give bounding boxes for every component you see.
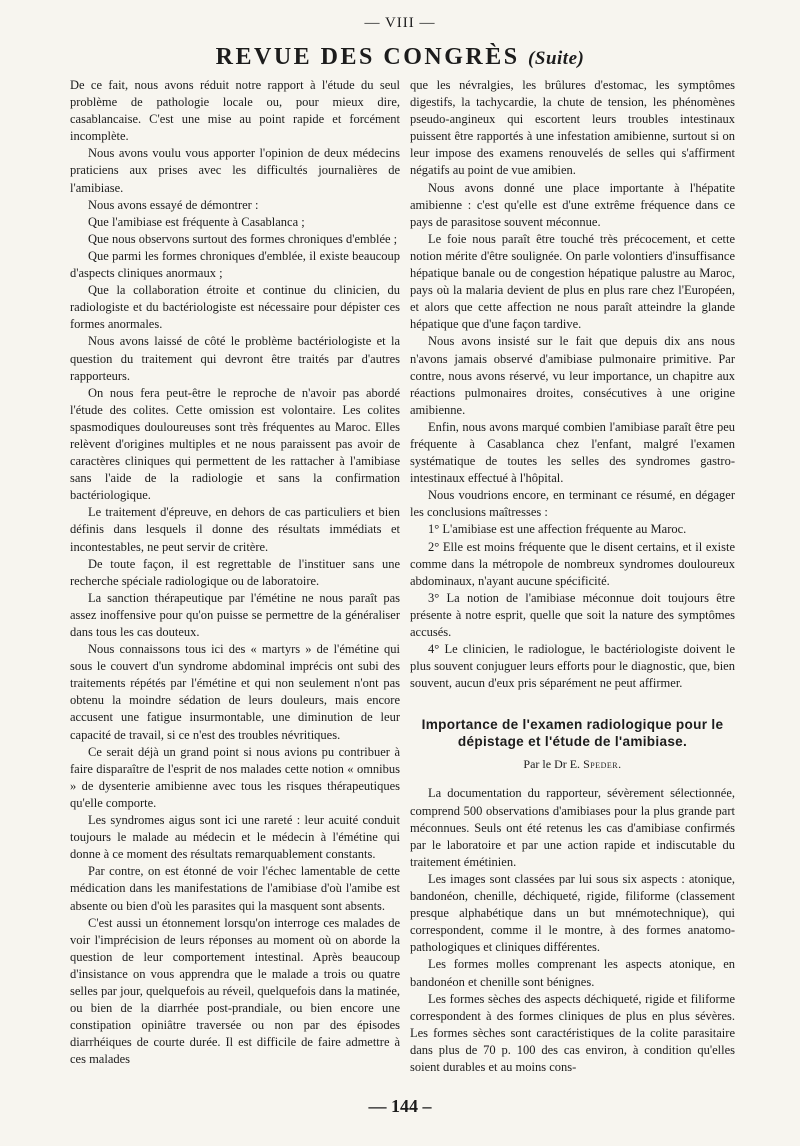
paragraph: Enfin, nous avons marqué combien l'amibiase paraît être peu fréquente à Casablanca chez l'enfant, malgré l'examen systématique de toutes les selles des syndromes gastro-intestinaux effectué à l'hôpital. [410, 419, 735, 486]
paragraph: Nous voudrions encore, en terminant ce résumé, en dégager les conclusions maîtresses : [410, 488, 735, 520]
conclusion-item: 2° Elle est moins fréquente que le disent certains, et il existe comme dans la métropole de nombreux syndromes douloureux abdominaux, n'ayant aucune spécificité. [410, 539, 735, 588]
conclusion-item: 1° L'amibiase est une affection fréquente au Maroc. [428, 522, 687, 537]
paragraph: La sanction thérapeutique par l'émétine ne nous paraît pas assez inoffensive pour qu'on puisse se permettre de la généraliser dans tous les cas douteux. [70, 590, 400, 639]
paragraph: Les images sont classées par lui sous six aspects : atonique, bandonéon, chenille, déchiqueté, rigide, filiforme (classement presque alphabétique dans un but mnémotechnique), qui correspondent, comme il le montre, à des formes anatomo-pathologiques et cliniques différentes. [410, 871, 735, 955]
article-title: Importance de l'examen radiologique pour le dépistage et l'étude de l'amibiase. [421, 717, 724, 750]
article-byline [410, 756, 735, 773]
byline-prefix: Par le Dr E. [523, 757, 581, 772]
paragraph: Nous avons voulu vous apporter l'opinion de deux médecins praticiens aux prises avec les difficultés journalières de l'amibiase. [70, 146, 400, 195]
paragraph: Que parmi les formes chroniques d'emblée, il existe beaucoup d'aspects cliniques anormaux ; [70, 248, 400, 281]
paragraph: C'est aussi un étonnement lorsqu'on interroge ces malades de voir l'imprécision de leurs réponses au moment où on aborde la question de leur comportement intestinal. Après beaucoup d'insistance on vous apprendra que le malade a trois ou quatre selles par jour, quelquefois au réveil, quelquefois dans la matinée, ou bien de la diarrhée post-prandiale, ou bien encore une constipation opiniâtre traversée ou non par des épisodes diarrhéiques de courte durée. Il est difficile de faire admettre à ces malades [70, 915, 400, 1067]
paragraph: Ce serait déjà un grand point si nous avions pu contribuer à faire disparaître de l'esprit de nos malades cette notion « omnibus » de dysenterie amibienne avec tous les risques thérapeutiques qu'elle comporte. [70, 744, 400, 810]
byline-author: Speder. [583, 757, 622, 772]
paragraph: De ce fait, nous avons réduit notre rapport à l'étude du seul problème de pathologie locale ou, pour mieux dire, casablancaise. C'est une mise au point rapide et forcément incomplète. [70, 78, 400, 144]
paragraph: On nous fera peut-être le reproche de n'avoir pas abordé l'étude des colites. Cette omission est volontaire. Les colites spasmodiques douloureuses sont très fréquentes au Maroc. Elles relèvent d'origines multiples et ne nous paraissent pas avoir de caractères cliniques qui permettent de les rattacher à l'amibiase sans l'aide de la radiologie et sans la confirmation bactériologique. [70, 385, 400, 503]
paragraph: Le foie nous paraît être touché très précocement, et cette notion mérite d'être soulignée. On parle volontiers d'insuffisance hépatique banale ou de congestion hépatique palustre au Maroc, pays où la malaria devient de plus en plus rare chez l'Européen, et alors que cette affection ne nous paraît atteindre la glande hépatique que d'une façon tardive. [410, 231, 735, 332]
paragraph: Les formes sèches des aspects déchiqueté, rigide et filiforme correspondent à des formes cliniques de plus en plus sévères. Les formes sèches sont caractéristiques de la colite parasitaire dans plus de 70 p. 100 des cas environ, à condition qu'elles soient durables et au moins cons- [410, 991, 735, 1074]
paragraph: Les formes molles comprenant les aspects atonique, en bandonéon et chenille sont bénignes. [410, 957, 735, 989]
conclusion-item: 3° La notion de l'amibiase méconnue doit toujours être présente à notre esprit, quelle que soit la nature des symptômes accusés. [410, 590, 735, 639]
page-number: — 144 – [368, 1096, 432, 1116]
paragraph: Nous avons insisté sur le fait que depuis dix ans nous n'avons jamais observé d'amibiase pulmonaire primitive. Par contre, nous avons réservé, vu leur importance, un chapitre aux réactions pulmonaires droites, consécutives à une origine amibienne. [410, 334, 735, 417]
roman-page-number: — VIII — [364, 15, 436, 31]
paragraph: Nous connaissons tous ici des « martyrs » de l'émétine qui sous le couvert d'un syndrome abdominal imprécis ont subi des traitements répétés par l'émétine et qui non seulement n'ont pas obtenu la moindre sédation de leurs douleurs, mais encore accusent une fatigue insurmontable, une diminution de leur capacité de travail, si ce n'est des troubles névritiques. [70, 642, 400, 742]
page-heading [0, 44, 800, 71]
paragraph: La documentation du rapporteur, sévèrement sélectionnée, comprend 500 observations d'amibiases pour la plus grande part méconnues. Seuls ont été retenus les cas d'amibiase confirmés par le laboratoire et par une action rapide et indiscutable du traitement émétinien. [410, 786, 735, 869]
paragraph: Par contre, on est étonné de voir l'échec lamentable de cette médication dans les manifestations de l'amibiase d'où l'amibe est absente ou bien d'où les parasites qui la masquent sont absents. [70, 864, 400, 913]
conclusion-item: 4° Le clinicien, le radiologue, le bactériologiste doivent le plus souvent conjuguer leurs efforts pour le diagnostic, que, bien souvent, aucun d'eux pris séparément ne peut affirmer. [410, 642, 735, 691]
paragraph: que les névralgies, les brûlures d'estomac, les symptômes digestifs, la tachycardie, la chute de tension, les phénomènes pseudo-angineux qui escortent leurs troubles intestinaux puissent être rapportés à une infestation amibienne, surtout si on leur impose des examens renouvelés de selles qui s'affirment négatifs au point de vue amibien. [410, 78, 735, 178]
heading-title: REVUE DES CONGRÈS [215, 44, 520, 70]
left-column [70, 77, 400, 1068]
right-column [410, 77, 735, 1076]
paragraph: De toute façon, il est regrettable de l'instituer sans une recherche spéciale radiologique ou de laboratoire. [70, 556, 400, 588]
paragraph: Les syndromes aigus sont ici une rareté : leur acuité conduit toujours le malade au médecin et le médecin à l'émétine qui donne à ce moment des résultats remarquablement constants. [70, 813, 400, 862]
paragraph: Que nous observons surtout des formes chroniques d'emblée ; [88, 231, 398, 246]
paragraph: Que la collaboration étroite et continue du clinicien, du radiologiste et du bactériologiste est nécessaire pour dépister ces formes anormales. [70, 283, 400, 332]
paragraph: Que l'amibiase est fréquente à Casablanca ; [88, 214, 305, 229]
paragraph: Nous avons laissé de côté le problème bactériologiste et la question du traitement qui devront être traités par d'autres rapporteurs. [70, 334, 400, 383]
heading-suite: (Suite) [528, 48, 585, 69]
paragraph: Nous avons donné une place importante à l'hépatite amibienne : c'est qu'elle est d'une extrême fréquence dans ce pays de parasitose souvent méconnue. [410, 180, 735, 229]
paragraph: Le traitement d'épreuve, en dehors de cas particuliers et bien définis dans lesquels il donne des résultats immédiats et incontestables, ne peut servir de critère. [70, 505, 400, 554]
paragraph: Nous avons essayé de démontrer : [88, 197, 259, 212]
